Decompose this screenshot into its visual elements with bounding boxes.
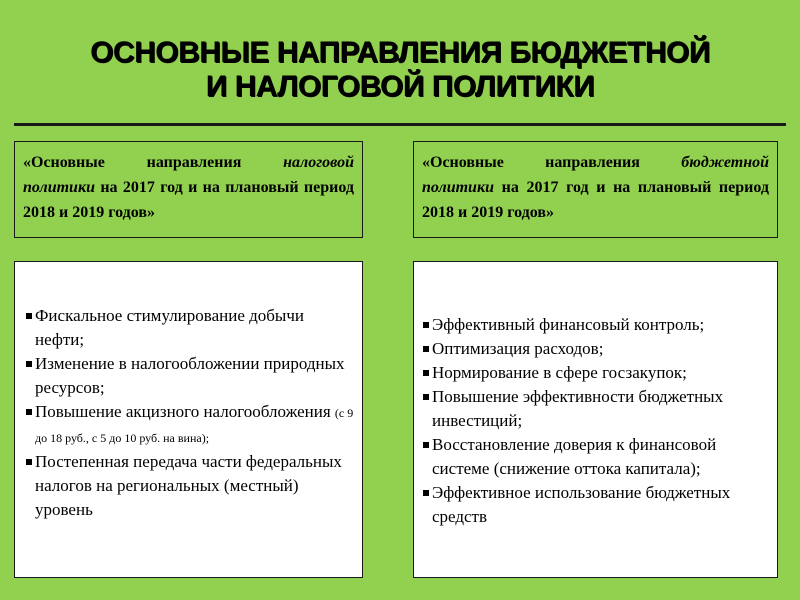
list-item: Эффективное использование бюджетных средств: [422, 481, 772, 529]
list-item: Восстановление доверия к финансовой системе (снижение оттока капитала);: [422, 433, 772, 481]
tax-policy-header: [15, 142, 362, 233]
tax-policy-header-italic: налоговой политики: [23, 154, 354, 196]
tax-policy-header-box: [14, 141, 363, 238]
budget-policy-header-box: [413, 141, 778, 238]
page-title-line-1: ОСНОВНЫЕ НАПРАВЛЕНИЯ БЮДЖЕТНОЙ: [90, 36, 710, 69]
budget-policy-header-italic: бюджетной политики: [422, 154, 769, 196]
list-item-text: Изменение в налогообложении природных ресурсов;: [35, 354, 345, 397]
tax-policy-header-text-2: на 2017 год и на плановый период 2018 и 2019 годов»: [23, 179, 354, 221]
list-item: [25, 352, 355, 400]
list-item-text: Фискальное стимулирование добычи нефти;: [35, 306, 304, 349]
budget-policy-header-text-1: «Основные направления: [422, 154, 682, 171]
page-title: [0, 36, 800, 104]
list-item: Оптимизация расходов;: [422, 337, 772, 361]
budget-policy-header-text-2: на 2017 год и на плановый период 2018 и 2019 годов»: [422, 179, 769, 221]
list-item: Повышение эффективности бюджетных инвестиций;: [422, 385, 772, 433]
list-item-text: Постепенная передача части федеральных налогов на региональных (местный) уровень: [35, 452, 342, 519]
budget-policy-list: [422, 313, 772, 529]
list-item-note: (с 9 до 18 руб., с 5 до 10 руб. на вина);: [35, 406, 354, 445]
budget-policy-list-box: [413, 261, 778, 578]
list-item: [25, 450, 355, 522]
list-item: [25, 400, 355, 450]
tax-policy-list-box: [14, 261, 363, 578]
tax-policy-header-text-1: «Основные направления: [23, 154, 284, 171]
list-item-text: Повышение акцизного налогообложения: [35, 402, 335, 421]
title-divider: [14, 123, 786, 126]
list-item: [25, 304, 355, 352]
list-item: Эффективный финансовый контроль;: [422, 313, 772, 337]
list-item: Нормирование в сфере госзакупок;: [422, 361, 772, 385]
page-title-line-2: И НАЛОГОВОЙ ПОЛИТИКИ: [205, 70, 595, 103]
budget-policy-header: [414, 142, 777, 233]
tax-policy-list: [25, 304, 355, 522]
